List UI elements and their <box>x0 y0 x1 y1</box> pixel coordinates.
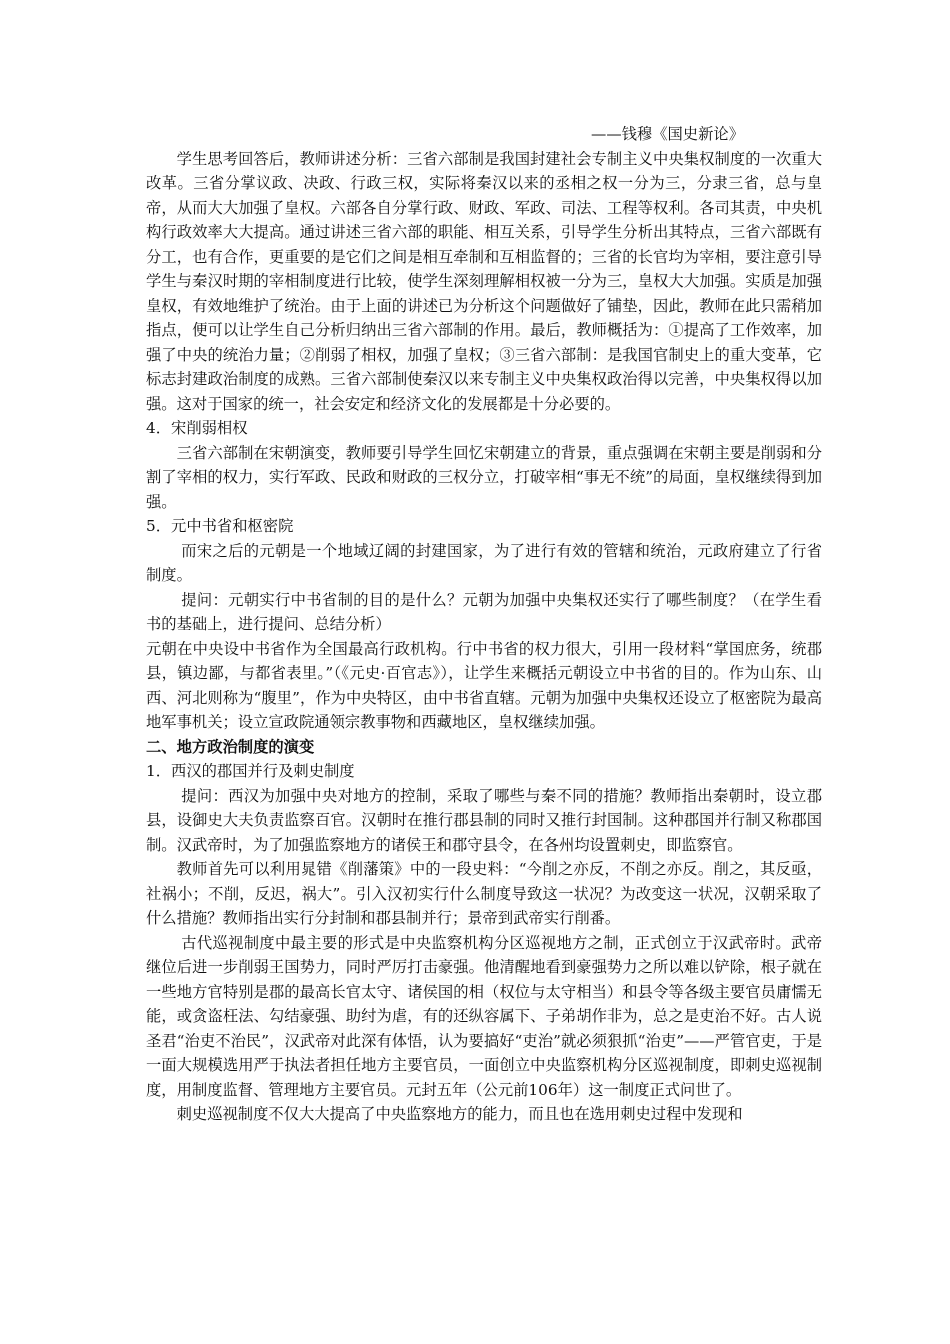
paragraph-three-departments-analysis: 学生思考回答后，教师讲述分析：三省六部制是我国封建社会专制主义中央集权制度的一次重大改革。三省分掌议政、决政、行政三权，实际将秦汉以来的丞相之权一分为三，分隶三省，总与皇帝，从而大大加强了皇权。六部各自分掌行政、财政、军政、司法、工程等权利。各司其责，中央机构行政效率大大提高。通过讲述三省六部的职能、相互关系，引导学生分析出其特点，三省六部既有分工，也有合作，更重要的是它们之间是相互牵制和互相监督的；三省的长官均为宰相，要注意引导学生与秦汉时期的宰相制度进行比较，使学生深刻理解相权被一分为三，皇权大大加强。实质是加强皇权，有效地维护了统治。由于上面的讲述已为分析这个问题做好了铺垫，因此，教师在此只需稍加指点，便可以让学生自己分析归纳出三省六部制的作用。最后，教师概括为：①提高了工作效率，加强了中央的统治力量；②削弱了相权，加强了皇权；③三省六部制：是我国官制史上的重大变革，它标志封建政治制度的成熟。三省六部制使秦汉以来专制主义中央集权政治得以完善，中央集权得以加强。这对于国家的统一，社会安定和经济文化的发展都是十分必要的。 <box>146 149 822 413</box>
subheading-yuan: 5．元中书省和枢密院 <box>146 517 294 535</box>
paragraph-yuan-analysis: 元朝在中央设中书省作为全国最高行政机构。行中书省的权力很大，引用一段材料“掌国庶务，统郡县，镇边鄙，与都省表里。”（《元史·百官志》），让学生来概括元朝设立中书省的目的。作为山东、山西、河北则称为“腹里”，作为中央特区，由中书省直辖。元朝为加强中央集权还设立了枢密院为最高地军事机关；设立宣政院通领宗教事物和西藏地区，皇权继续加强。 <box>146 639 822 731</box>
quote-attribution: ——钱穆《国史新论》 <box>591 125 744 143</box>
paragraph-cishi-system: 刺史巡视制度不仅大大提高了中央监察地方的能力，而且也在选用刺史过程中发现和 <box>176 1105 743 1123</box>
subheading-western-han: 1．西汉的郡国并行及刺史制度 <box>146 762 355 780</box>
paragraph-han-question: 提问：西汉为加强中央对地方的控制，采取了哪些与秦不同的措施？教师指出秦朝时，设立郡县，设御史大夫负责监察百官。汉朝时在推行郡县制的同时又推行封国制。这种郡国并行制又称郡国制。汉武帝时，为了加强监察地方的诸侯王和郡守县令，在各州均设置刺史，即监察官。 <box>146 786 822 854</box>
paragraph-chao-cuo: 教师首先可以利用晁错《削藩策》中的一段史料：“今削之亦反，不削之亦反。削之，其反亟，社祸小；不削，反迟，祸大”。引入汉初实行什么制度导致这一状况？为改变这一状况，汉朝采取了什么措施？教师指出实行分封制和郡县制并行；景帝到武帝实行削番。 <box>146 860 822 927</box>
paragraph-yuan-question: 提问：元朝实行中书省制的目的是什么？元朝为加强中央集权还实行了哪些制度？（在学生看书的基础上，进行提问、总结分析） <box>146 590 822 633</box>
section-heading-local-politics: 二、地方政治制度的演变 <box>146 737 315 756</box>
subheading-song: 4．宋削弱相权 <box>146 419 248 437</box>
paragraph-yuan-intro: 而宋之后的元朝是一个地域辽阔的封建国家，为了进行有效的管辖和统治，元政府建立了行省制度。 <box>146 541 822 584</box>
document-page <box>146 122 822 1127</box>
paragraph-song: 三省六部制在宋朝演变，教师要引导学生回忆宋朝建立的背景，重点强调在宋朝主要是削弱和分割了宰相的权力，实行军政、民政和财政的三权分立，打破宰相“事无不统”的局面，皇权继续得到加强。 <box>146 443 822 511</box>
paragraph-inspection-system: 古代巡视制度中最主要的形式是中央监察机构分区巡视地方之制，正式创立于汉武帝时。武帝继位后进一步削弱王国势力，同时严厉打击豪强。他清醒地看到豪强势力之所以难以铲除，根子就在一些地方官特别是郡的最高长官太守、诸侯国的相（权位与太守相当）和县令等各级主要官员庸懦无能，或贪盗枉法、勾结豪强、助纣为虐，有的还纵容属下、子弟胡作非为，总之是吏治不好。古人说圣君“治吏不治民”，汉武帝对此深有体悟，认为要搞好“吏治”就必须狠抓“治吏”——严管官吏，于是一面大规模选用严于执法者担任地方主要官员，一面创立中央监察机构分区巡视制度，即刺史巡视制度，用制度监督、管理地方主要官员。元封五年（公元前106年）这一制度正式问世了。 <box>146 933 822 1099</box>
